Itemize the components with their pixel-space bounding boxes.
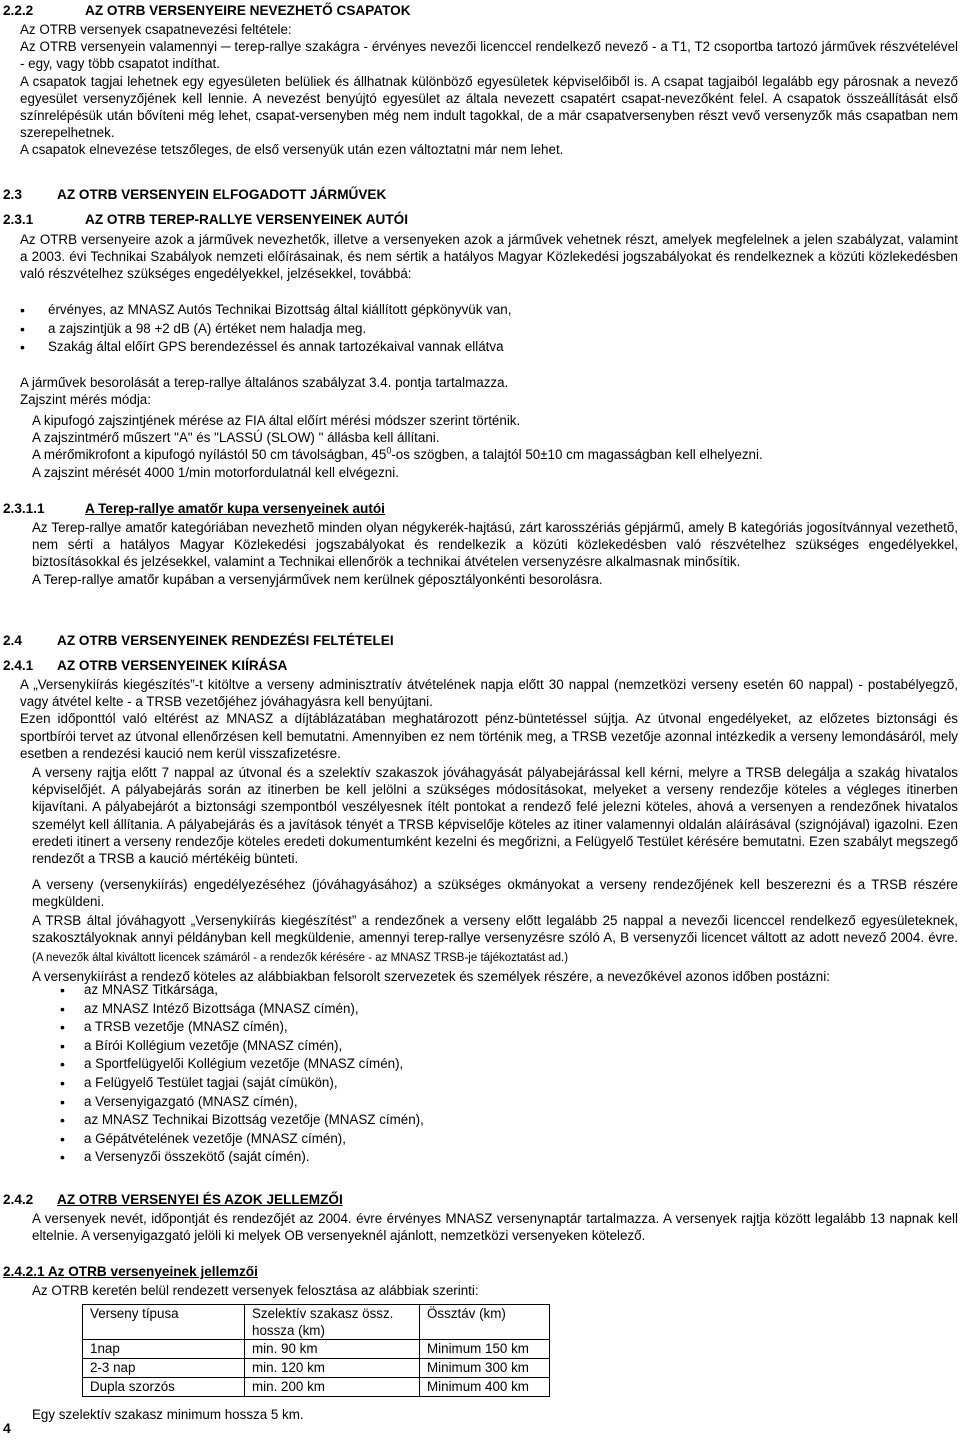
list-item: • a zajszintjük a 98 +2 dB (A) értéket nem haladja meg. — [20, 320, 958, 339]
section-title: AZ OTRB VERSENYEIN ELFOGADOTT JÁRMŰVEK — [57, 187, 387, 202]
section-heading-2-4-1 — [3, 658, 287, 673]
list-item: • a Sportfelügyelői Kollégium vezetője (MNASZ címén), — [32, 1055, 958, 1074]
table-cell: min. 200 km — [245, 1378, 420, 1397]
list-item: • az MNASZ Titkársága, — [32, 981, 958, 1000]
paragraph: A versenykiírást a rendező köteles az alábbiakban felsorolt szervezetek és személyek részére, a nevezőkével azonos időben postázni: — [32, 968, 830, 984]
section-heading-2-4 — [3, 633, 394, 648]
table-row — [83, 1378, 550, 1397]
paragraph — [32, 912, 958, 968]
paragraph: Az OTRB versenyeire azok a járművek nevezhetők, illetve a versenyeken azok a járművek vehetnek részt, amelyek megfelelnek a jelen szabályzat, valamint a 2003. évi Technikai Szabályok nemzeti előírásainak, és nem sértik a hatályos Magyar Közlekedési jogszabályokat és rendelkeznek a közúti közlekedésben való részvételhez szükséges engedélyekkel, jelzésekkel, továbbá: — [20, 232, 958, 282]
list-item: • a Felügyelő Testület tagjai (saját címükön), — [32, 1074, 958, 1093]
section-title: AZ OTRB VERSENYEIRE NEVEZHETŐ CSAPATOK — [85, 3, 411, 18]
section-heading-2-4-2 — [3, 1192, 343, 1207]
table-cell: Minimum 150 km — [420, 1340, 550, 1359]
section-2-3-1-body — [20, 231, 958, 283]
section-number: 2.4.1 — [3, 658, 34, 673]
table-header-cell: Szelektív szakasz össz. hossza (km) — [245, 1305, 420, 1340]
page-number: 4 — [3, 1420, 11, 1436]
section-title: AZ OTRB VERSENYEINEK KIÍRÁSA — [57, 658, 288, 673]
list-item: • a Versenyzői összekötő (saját címén). — [32, 1148, 958, 1167]
section-2-2-2-body — [20, 21, 958, 159]
table-cell: Dupla szorzós — [83, 1378, 245, 1397]
section-2-4-2-body — [32, 1210, 958, 1244]
section-title: A Terep-rallye amatőr kupa versenyeinek autói — [85, 501, 385, 516]
section-title: AZ OTRB VERSENYEI ÉS AZOK JELLEMZŐI — [57, 1192, 343, 1207]
section-2-4-1-body-c — [32, 876, 958, 910]
section-heading-2-3 — [3, 187, 386, 202]
list-item: • érvényes, az MNASZ Autós Technikai Bizottság által kiállított gépkönyvük van, — [20, 301, 958, 320]
classification-note — [20, 374, 958, 408]
paragraph: A csapatok tagjai lehetnek egy egyesületen belüliek és állhatnak különböző egyesületek képviselőiből is. A csapat tagjaiból legalább egy párosnak a nevező egyesület versenyzőjének kell lennie. A nevezést benyújtó egyesület az általa nevezett csapatért csapat-nevezőként felel. A csapatok összeállítását első színrelépésük után bővíteni még lehet, csapat-versenyben még nem indult tagokkal, de a már csapatversenyben részt vevő versenyzők más csapatban nem szerepelhetnek. — [20, 73, 958, 141]
paragraph: A zajszintmérő műszert "A" és "LASSÚ (SLOW) " állásba kell állítani. — [32, 430, 440, 446]
text-part: -os szögben, a talajtól 50±10 cm magasságban kell elhelyezni. — [391, 447, 763, 463]
section-2-4-2-1-body — [32, 1282, 958, 1299]
section-number: 2.3.1.1 — [3, 501, 45, 516]
table-header-cell: Verseny típusa — [83, 1305, 245, 1340]
table-header-row — [83, 1305, 550, 1340]
paragraph: A versenyek nevét, időpontját és rendezőjét az 2004. évre érvényes MNASZ versenynaptár tartalmazza. A versenyek rajtja között legalább 13 napnak kell eltelnie. A versenyigazgató jelöli ki melyek OB versenyeknél ajánlott, nemzetközi versenyeken kötelező. — [32, 1211, 958, 1244]
section-number: 2.2.2 — [3, 3, 34, 18]
degree-superscript: 0 — [386, 445, 392, 456]
section-heading-2-3-1-1 — [3, 501, 385, 516]
list-item: • a Bírói Kollégium vezetője (MNASZ címén), — [32, 1037, 958, 1056]
section-number: 2.3 — [3, 187, 22, 202]
text-part: A TRSB által jóváhagyott „Versenykiírás kiegészítést” a rendezőnek a verseny előtt legalább 25 nappal a nevezői licenccel rendelkező egyesületeknek, szakosztályoknak annyi példányban kell megküldenie, amennyi terep-rallye versenyzésre szóló A, B versenyzői licencet váltott az adott nevező 2004. évre. — [32, 913, 958, 946]
table-cell: 1nap — [83, 1340, 245, 1359]
paragraph: A zajszint mérését 4000 1/min motorfordulatnál kell elvégezni. — [32, 464, 399, 480]
paragraph: A verseny (versenykiírás) engedélyezéséhez (jóváhagyásához) a szükséges okmányokat a verseny rendezőjének kell beszerezni és a TRSB részére megküldeni. — [32, 877, 958, 910]
small-note: (A nevezők által kiváltott licencek számáról - a rendezők kérésére - az MNASZ TRSB-je tájékoztatást ad.) — [32, 952, 569, 965]
paragraph: Az OTRB versenyek csapatnevezési feltétele: — [20, 22, 292, 37]
text-part: A mérőmikrofont a kipufogó nyílástól 50 cm távolságban, 45 — [32, 447, 387, 463]
noise-measurement-block — [32, 412, 958, 481]
section-number: 2.4 — [3, 633, 22, 648]
section-2-4-1-body-a — [20, 676, 958, 762]
section-title: 2.4.2.1 Az OTRB versenyeinek jellemzői — [3, 1264, 258, 1279]
table-cell: Minimum 400 km — [420, 1378, 550, 1397]
section-title: AZ OTRB VERSENYEINEK RENDEZÉSI FELTÉTELEI — [57, 633, 394, 648]
paragraph: Egy szelektív szakasz minimum hossza 5 km. — [32, 1407, 304, 1422]
section-heading-2-3-1 — [3, 212, 408, 227]
list-item: • a Gépátvételének vezetője (MNASZ címén), — [32, 1130, 958, 1149]
table-cell: min. 120 km — [245, 1359, 420, 1378]
list-item: • Szakág által előírt GPS berendezéssel és annak tartozékaival vannak ellátva — [20, 338, 958, 357]
paragraph: Az OTRB versenyein valamennyi ─ terep-rallye szakágra - érvényes nevezői licenccel rendelkező nevező - a T1, T2 csoportba tartozó járművek részvételével - egy, vagy több csapatot indíthat. — [20, 39, 958, 72]
paragraph: A járművek besorolását a terep-rallye általános szabályzat 3.4. pontja tartalmazza. — [20, 375, 509, 390]
recipients-list — [32, 981, 958, 1167]
noise-measure-title: Zajszint mérés módja: — [20, 392, 151, 408]
paragraph: A verseny rajtja előtt 7 nappal az útvonal és a szelektív szakaszok jóváhagyását pályabejárással kell kérni, melyre a TRSB delegálja a szakág hivatalos képviselőjét. A pályabejárás során az itinerben be kell jelölni a szükséges módosításokat, melyeket a verseny rendezője köteles a végleges itinerben kijavítani. A pályabejárót a biztonsági szempontból veszélyesnek ítélt pontokat a rendező felé jelezni köteles, ahová a versenyen a rendezőnek hivatalos személyt kell állítania. A pályabejárás és a javítások tényét a TRSB képviselője köteles az itiner valamennyi oldalán aláírásával (szignójával) igazolni. Ezen eredeti itinert a verseny rendezője köteles eredeti dokumentumként kezelni és megőrizni, a Felügyelő Testület kérésére bemutatni. Ezen szabályt megszegő rendezőt a TRSB a kaució mértékéig bünteti. — [32, 765, 958, 867]
table-cell: min. 90 km — [245, 1340, 420, 1359]
table-row — [83, 1359, 550, 1378]
paragraph: A kipufogó zajszintjének mérése az FIA által előírt mérési módszer szerint történik. — [32, 413, 521, 428]
section-heading-2-4-2-1 — [3, 1264, 258, 1279]
table-header-cell: Össztáv (km) — [420, 1305, 550, 1340]
min-stage-note — [32, 1406, 958, 1423]
race-types-table — [82, 1304, 550, 1397]
paragraph: A „Versenykiírás kiegészítés”-t kitöltve a verseny adminisztratív átvételének napja előtt 30 nappal (nemzetközi verseny esetén 60 nappal) - postabélyegzõ, vagy átvétel kelte - a TRSB vezetőjéhez jóváhagyásra kell benyújtani. — [20, 677, 958, 710]
section-title: AZ OTRB TEREP-RALLYE VERSENYEINEK AUTÓI — [85, 212, 409, 227]
list-item: • az MNASZ Intéző Bizottsága (MNASZ címén), — [32, 1000, 958, 1019]
table-cell: Minimum 300 km — [420, 1359, 550, 1378]
table-cell: 2-3 nap — [83, 1359, 245, 1378]
list-item: • az MNASZ Technikai Bizottság vezetője (MNASZ címén), — [32, 1111, 958, 1130]
section-number: 2.3.1 — [3, 212, 34, 227]
list-item: • a Versenyigazgató (MNASZ címén), — [32, 1093, 958, 1112]
section-heading-2-2-2 — [3, 3, 411, 18]
paragraph — [32, 446, 958, 463]
paragraph: Ezen időponttól való eltérést az MNASZ a díjtáblázatában meghatározott pénz-büntetéssel sújtja. Az útvonal engedélyeket, az előzetes biztonsági és sportbírói tervet az útvonal ellenőrzésen kell bemutatni. Amennyiben ez nem történik meg, a TRSB vezetője azonnal intézkedik a verseny lemondásáról, mely esetben a rendezési kaució nem kerül visszafizetésre. — [20, 711, 958, 761]
table-row — [83, 1340, 550, 1359]
paragraph: Az OTRB keretén belül rendezett versenyek felosztása az alábbiak szerinti: — [32, 1283, 479, 1298]
list-item: • a TRSB vezetője (MNASZ címén), — [32, 1018, 958, 1037]
paragraph: A Terep-rallye amatőr kupában a versenyjárművek nem kerülnek géposztályonkénti besorolásra. — [32, 571, 603, 587]
section-2-4-1-body-d — [32, 912, 958, 985]
paragraph: A csapatok elnevezése tetszőleges, de első versenyük után ezen változtatni már nem lehet. — [20, 142, 564, 158]
section-2-4-1-body-b — [32, 764, 958, 867]
section-2-3-1-1-body — [32, 519, 958, 588]
section-number: 2.4.2 — [3, 1192, 34, 1207]
vehicle-requirements-list — [20, 301, 958, 357]
paragraph: Az Terep-rallye amatőr kategóriában nevezhetõ minden olyan négykerék-hajtású, zárt karosszériás gépjármű, amely B kategóriás jogosítvánnyal vezethetõ, nem sérti a hatályos Magyar Közlekedési jogszabályokat és rendelkezik a közúti közlekedésben való részvételhez szükséges engedélyekkel, biztosításokkal és jelzésekkel, valamint a Technikai ellenőrök a technikai átvételen versenyzésre alkalmasnak minősítik. — [32, 520, 958, 570]
